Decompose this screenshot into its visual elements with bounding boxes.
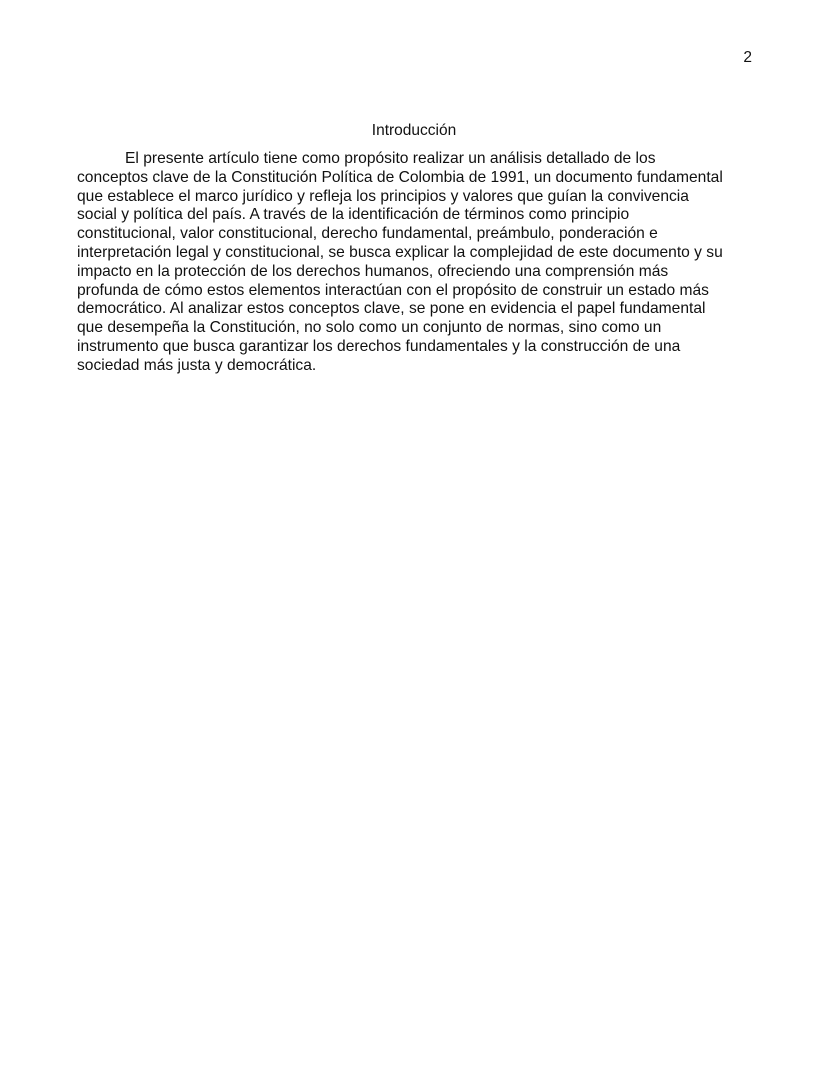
paragraph-line: sociedad más justa y democrática.	[77, 356, 317, 374]
paragraph-line: instrumento que busca garantizar los derechos fundamentales y la construcción de una	[77, 337, 681, 355]
paragraph-line: constitucional, valor constitucional, derecho fundamental, preámbulo, ponderación e	[77, 225, 658, 243]
page-number: 2	[743, 49, 752, 66]
paragraph-line: profunda de cómo estos elementos interactúan con el propósito de construir un estado más	[77, 281, 709, 299]
paragraph-line: que establece el marco jurídico y refleja los principios y valores que guían la convivencia	[77, 187, 689, 205]
paragraph-line: que desempeña la Constitución, no solo como un conjunto de normas, sino como un	[77, 319, 662, 337]
paragraph-line: impacto en la protección de los derechos humanos, ofreciendo una comprensión más	[77, 262, 669, 280]
paragraph-line: conceptos clave de la Constitución Política de Colombia de 1991, un documento fundamental	[77, 168, 723, 186]
paragraph-line: democrático. Al analizar estos conceptos clave, se pone en evidencia el papel fundamental	[77, 300, 706, 318]
paragraph-line: social y política del país. A través de la identificación de términos como principio	[77, 206, 630, 224]
introduction-paragraph	[77, 150, 777, 376]
paragraph-line: interpretación legal y constitucional, se busca explicar la complejidad de este documento y su	[77, 243, 723, 261]
section-heading: Introducción	[371, 122, 457, 139]
paragraph-line: El presente artículo tiene como propósito realizar un análisis detallado de los	[125, 150, 656, 167]
